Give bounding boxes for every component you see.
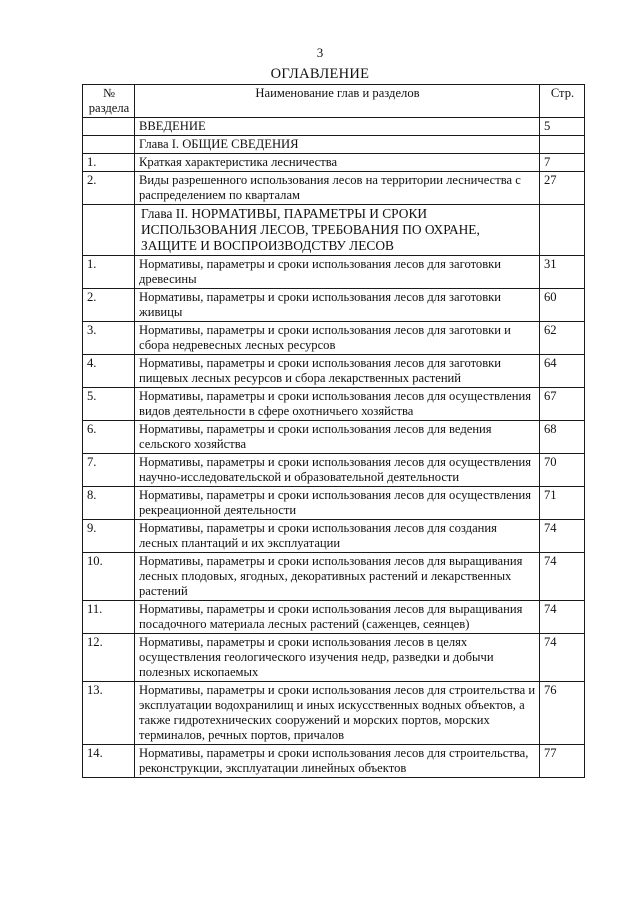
toc-row-chapter bbox=[83, 205, 585, 256]
document-title: ОГЛАВЛЕНИЕ bbox=[270, 66, 370, 82]
page-ref: 64 bbox=[540, 355, 585, 388]
page-ref: 77 bbox=[540, 745, 585, 778]
section-number: 7. bbox=[83, 454, 135, 487]
page-ref: 27 bbox=[540, 172, 585, 205]
toc-row bbox=[83, 601, 585, 634]
page-number: 3 bbox=[316, 45, 324, 60]
toc-row bbox=[83, 487, 585, 520]
page-ref: 31 bbox=[540, 256, 585, 289]
section-name-header: Наименование глав и разделов bbox=[135, 85, 540, 118]
section-name: ВВЕДЕНИЕ bbox=[135, 118, 540, 136]
toc-row bbox=[83, 421, 585, 454]
page-ref: 74 bbox=[540, 601, 585, 634]
page-ref: 7 bbox=[540, 154, 585, 172]
toc-row bbox=[83, 682, 585, 745]
section-number: 1. bbox=[83, 154, 135, 172]
section-name: Нормативы, параметры и сроки использования лесов для создания лесных плантаций и их эксплуатации bbox=[135, 520, 540, 553]
page-ref: 74 bbox=[540, 520, 585, 553]
section-name: Нормативы, параметры и сроки использования лесов для заготовки и сбора недревесных лесных ресурсов bbox=[135, 322, 540, 355]
section-number: 9. bbox=[83, 520, 135, 553]
page-ref: 70 bbox=[540, 454, 585, 487]
section-number: 6. bbox=[83, 421, 135, 454]
section-name: Нормативы, параметры и сроки использования лесов для строительства, реконструкции, эксплуатации линейных объектов bbox=[135, 745, 540, 778]
section-name: Нормативы, параметры и сроки использования лесов для заготовки пищевых лесных ресурсов и сбора лекарственных растений bbox=[135, 355, 540, 388]
section-name: Нормативы, параметры и сроки использования лесов для выращивания лесных плодовых, ягодных, декоративных растений и лекарственных растений bbox=[135, 553, 540, 601]
section-name: Нормативы, параметры и сроки использования лесов для заготовки древесины bbox=[135, 256, 540, 289]
section-number bbox=[83, 118, 135, 136]
page-ref: 74 bbox=[540, 634, 585, 682]
section-number: 11. bbox=[83, 601, 135, 634]
toc-row bbox=[83, 154, 585, 172]
toc-row bbox=[83, 322, 585, 355]
toc-row-introduction bbox=[83, 118, 585, 136]
toc-row bbox=[83, 388, 585, 421]
page-ref: 71 bbox=[540, 487, 585, 520]
toc-row bbox=[83, 289, 585, 322]
toc-row bbox=[83, 520, 585, 553]
page-ref: 60 bbox=[540, 289, 585, 322]
section-number bbox=[83, 136, 135, 154]
section-name: Краткая характеристика лесничества bbox=[135, 154, 540, 172]
table-header-row bbox=[83, 85, 585, 118]
section-name: Нормативы, параметры и сроки использования лесов для ведения сельского хозяйства bbox=[135, 421, 540, 454]
page-ref: 76 bbox=[540, 682, 585, 745]
section-number: 2. bbox=[83, 289, 135, 322]
toc-row bbox=[83, 454, 585, 487]
table-of-contents bbox=[82, 84, 585, 778]
section-number: 10. bbox=[83, 553, 135, 601]
section-number: 5. bbox=[83, 388, 135, 421]
toc-row-chapter bbox=[83, 136, 585, 154]
page-ref: 67 bbox=[540, 388, 585, 421]
page-ref bbox=[540, 136, 585, 154]
section-name: Виды разрешенного использования лесов на территории лесничества с распределением по кварталам bbox=[135, 172, 540, 205]
section-number: 3. bbox=[83, 322, 135, 355]
section-name: Нормативы, параметры и сроки использования лесов для осуществления рекреационной деятельности bbox=[135, 487, 540, 520]
section-name: Нормативы, параметры и сроки использования лесов для осуществления научно-исследовательской и образовательной деятельности bbox=[135, 454, 540, 487]
section-number-header: № раздела bbox=[83, 85, 135, 118]
toc-row bbox=[83, 745, 585, 778]
section-number: 2. bbox=[83, 172, 135, 205]
section-number: 1. bbox=[83, 256, 135, 289]
page-header: Стр. bbox=[540, 85, 585, 118]
section-number: 13. bbox=[83, 682, 135, 745]
page-ref bbox=[540, 205, 585, 256]
section-number bbox=[83, 205, 135, 256]
section-name: Нормативы, параметры и сроки использования лесов для выращивания посадочного материала лесных растений (саженцев, сеянцев) bbox=[135, 601, 540, 634]
section-number: 8. bbox=[83, 487, 135, 520]
chapter-heading: Глава II. НОРМАТИВЫ, ПАРАМЕТРЫ И СРОКИ ИСПОЛЬЗОВАНИЯ ЛЕСОВ, ТРЕБОВАНИЯ ПО ОХРАНЕ, ЗАЩИТЕ И ВОСПРОИЗВОДСТВУ ЛЕСОВ bbox=[135, 205, 540, 256]
page-ref: 68 bbox=[540, 421, 585, 454]
toc-row bbox=[83, 634, 585, 682]
page-ref: 62 bbox=[540, 322, 585, 355]
page-ref: 5 bbox=[540, 118, 585, 136]
toc-row bbox=[83, 256, 585, 289]
section-number: 4. bbox=[83, 355, 135, 388]
page-ref: 74 bbox=[540, 553, 585, 601]
section-name: Нормативы, параметры и сроки использования лесов для строительства и эксплуатации водохранилищ и иных искусственных водных объектов, а также гидротехнических сооружений и морских портов, морских терминалов, речных портов, причалов bbox=[135, 682, 540, 745]
section-number: 14. bbox=[83, 745, 135, 778]
chapter-heading: Глава I. ОБЩИЕ СВЕДЕНИЯ bbox=[135, 136, 540, 154]
section-name: Нормативы, параметры и сроки использования лесов для заготовки живицы bbox=[135, 289, 540, 322]
section-name: Нормативы, параметры и сроки использования лесов в целях осуществления геологического изучения недр, разведки и добычи полезных ископаемых bbox=[135, 634, 540, 682]
toc-row bbox=[83, 553, 585, 601]
toc-row bbox=[83, 172, 585, 205]
section-number: 12. bbox=[83, 634, 135, 682]
section-name: Нормативы, параметры и сроки использования лесов для осуществления видов деятельности в сфере охотничьего хозяйства bbox=[135, 388, 540, 421]
toc-row bbox=[83, 355, 585, 388]
